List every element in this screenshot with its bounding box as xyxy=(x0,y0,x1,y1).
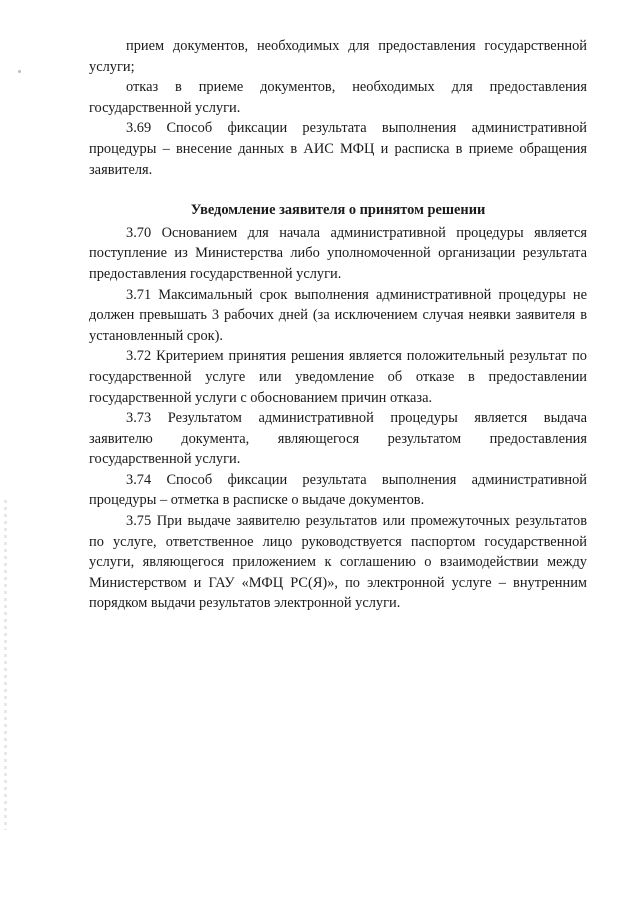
paragraph: 3.72 Критерием принятия решения является положительный результат по государственной услуге или уведомление об отказе в предоставлении государственной услуги с обоснованием причин отказа. xyxy=(89,348,587,406)
paragraph: 3.70 Основанием для начала административной процедуры является поступление из Министерства либо уполномоченной организации результата предоставления государственной услуги. xyxy=(89,224,587,282)
scan-edge-artifact xyxy=(4,500,7,830)
paragraph: прием документов, необходимых для предоставления государственной услуги; xyxy=(89,38,587,75)
paragraph: 3.71 Максимальный срок выполнения административной процедуры не должен превышать 3 рабочих дней (за исключением случая неявки заявителя в установленный срок). xyxy=(89,286,587,344)
scan-dot-artifact xyxy=(18,70,21,73)
paragraph: 3.69 Способ фиксации результата выполнения административной процедуры – внесение данных в АИС МФЦ и расписка в приеме обращения заявителя. xyxy=(89,120,587,178)
paragraph: отказ в приеме документов, необходимых для предоставления государственной услуги. xyxy=(89,79,587,116)
paragraph: 3.73 Результатом административной процедуры является выдача заявителю документа, являющегося результатом предоставления государственной услуги. xyxy=(89,410,587,468)
paragraph: 3.74 Способ фиксации результата выполнения административной процедуры – отметка в расписке о выдаче документов. xyxy=(89,471,587,509)
section-heading: Уведомление заявителя о принятом решении xyxy=(190,202,486,219)
paragraph: 3.75 При выдаче заявителю результатов или промежуточных результатов по услуге, ответственное лицо руководствуется паспортом государственной услуги, являющегося приложением к соглашению о взаимодействии между Министерством и ГАУ «МФЦ РС(Я)», по электронной услуге – внутренним порядком выдачи результатов электронной услуги. xyxy=(89,513,587,612)
document-body xyxy=(89,36,587,614)
